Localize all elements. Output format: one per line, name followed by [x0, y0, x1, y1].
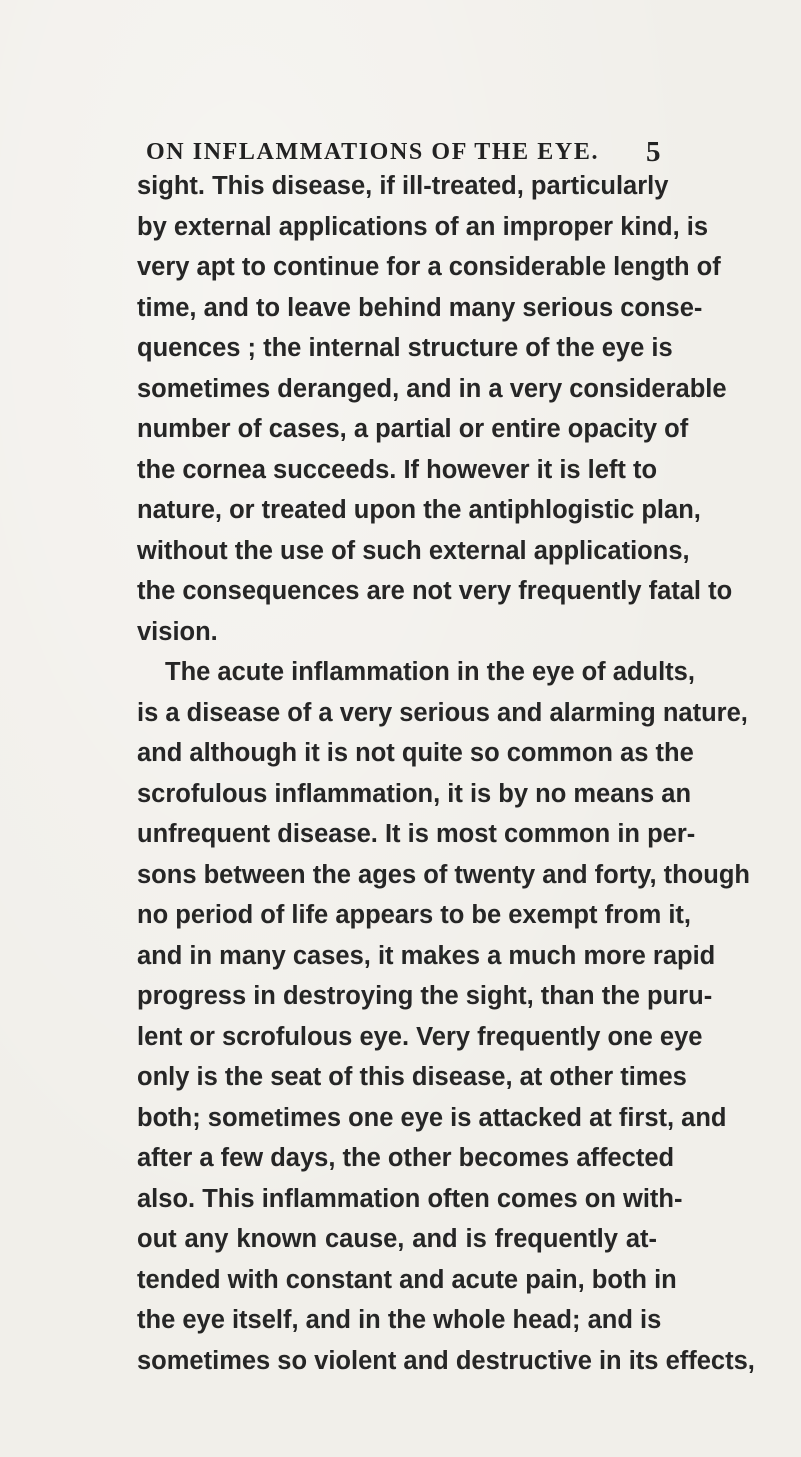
text-line: the consequences are not very frequently fatal to — [137, 577, 733, 605]
page-number: 5 — [646, 136, 661, 168]
text-line: also. This inflammation often comes on with- — [137, 1184, 683, 1213]
running-title: ON INFLAMMATIONS OF THE EYE. — [146, 139, 600, 165]
text-line: scrofulous inflammation, it is by no means an — [137, 779, 692, 808]
text-line: both; sometimes one eye is attacked at first, and — [137, 1103, 727, 1132]
text-line: vision. — [137, 617, 218, 646]
text-line: nature, or treated upon the antiphlogistic plan, — [137, 496, 701, 524]
text-line: the cornea succeeds. If however it is left to — [137, 455, 658, 484]
text-line: out any known cause, and is frequently at- — [137, 1225, 657, 1253]
text-line: and in many cases, it makes a much more rapid — [137, 941, 716, 970]
text-line: no period of life appears to be exempt from it, — [137, 901, 691, 929]
paragraph-start-line: The acute inflammation in the eye of adults, — [165, 658, 695, 686]
text-line: progress in destroying the sight, than the puru- — [137, 982, 713, 1010]
text-line: number of cases, a partial or entire opacity of — [137, 415, 689, 443]
text-line: lent or scrofulous eye. Very frequently one eye — [137, 1022, 703, 1051]
text-line: sometimes so violent and destructive in its effects, — [137, 1346, 755, 1375]
text-line: by external applications of an improper kind, is — [137, 212, 709, 241]
text-line: sight. This disease, if ill-treated, particularly — [137, 172, 669, 200]
text-line: sometimes deranged, and in a very considerable — [137, 374, 727, 403]
body-text — [137, 166, 755, 1381]
text-line: time, and to leave behind many serious conse- — [137, 293, 703, 322]
text-line: unfrequent disease. It is most common in per- — [137, 820, 696, 848]
text-line: sons between the ages of twenty and forty, though — [137, 860, 750, 889]
text-line: very apt to continue for a considerable length of — [137, 253, 721, 281]
text-line: only is the seat of this disease, at other times — [137, 1063, 687, 1091]
text-line: without the use of such external applications, — [137, 536, 690, 565]
text-line: the eye itself, and in the whole head; and is — [137, 1306, 662, 1334]
text-line: after a few days, the other becomes affected — [137, 1144, 675, 1172]
running-head — [0, 134, 801, 170]
text-line: is a disease of a very serious and alarming nature, — [137, 698, 748, 727]
text-line: tended with constant and acute pain, both in — [137, 1265, 677, 1294]
text-line: quences ; the internal structure of the eye is — [137, 334, 673, 362]
text-line: and although it is not quite so common as the — [137, 739, 694, 767]
